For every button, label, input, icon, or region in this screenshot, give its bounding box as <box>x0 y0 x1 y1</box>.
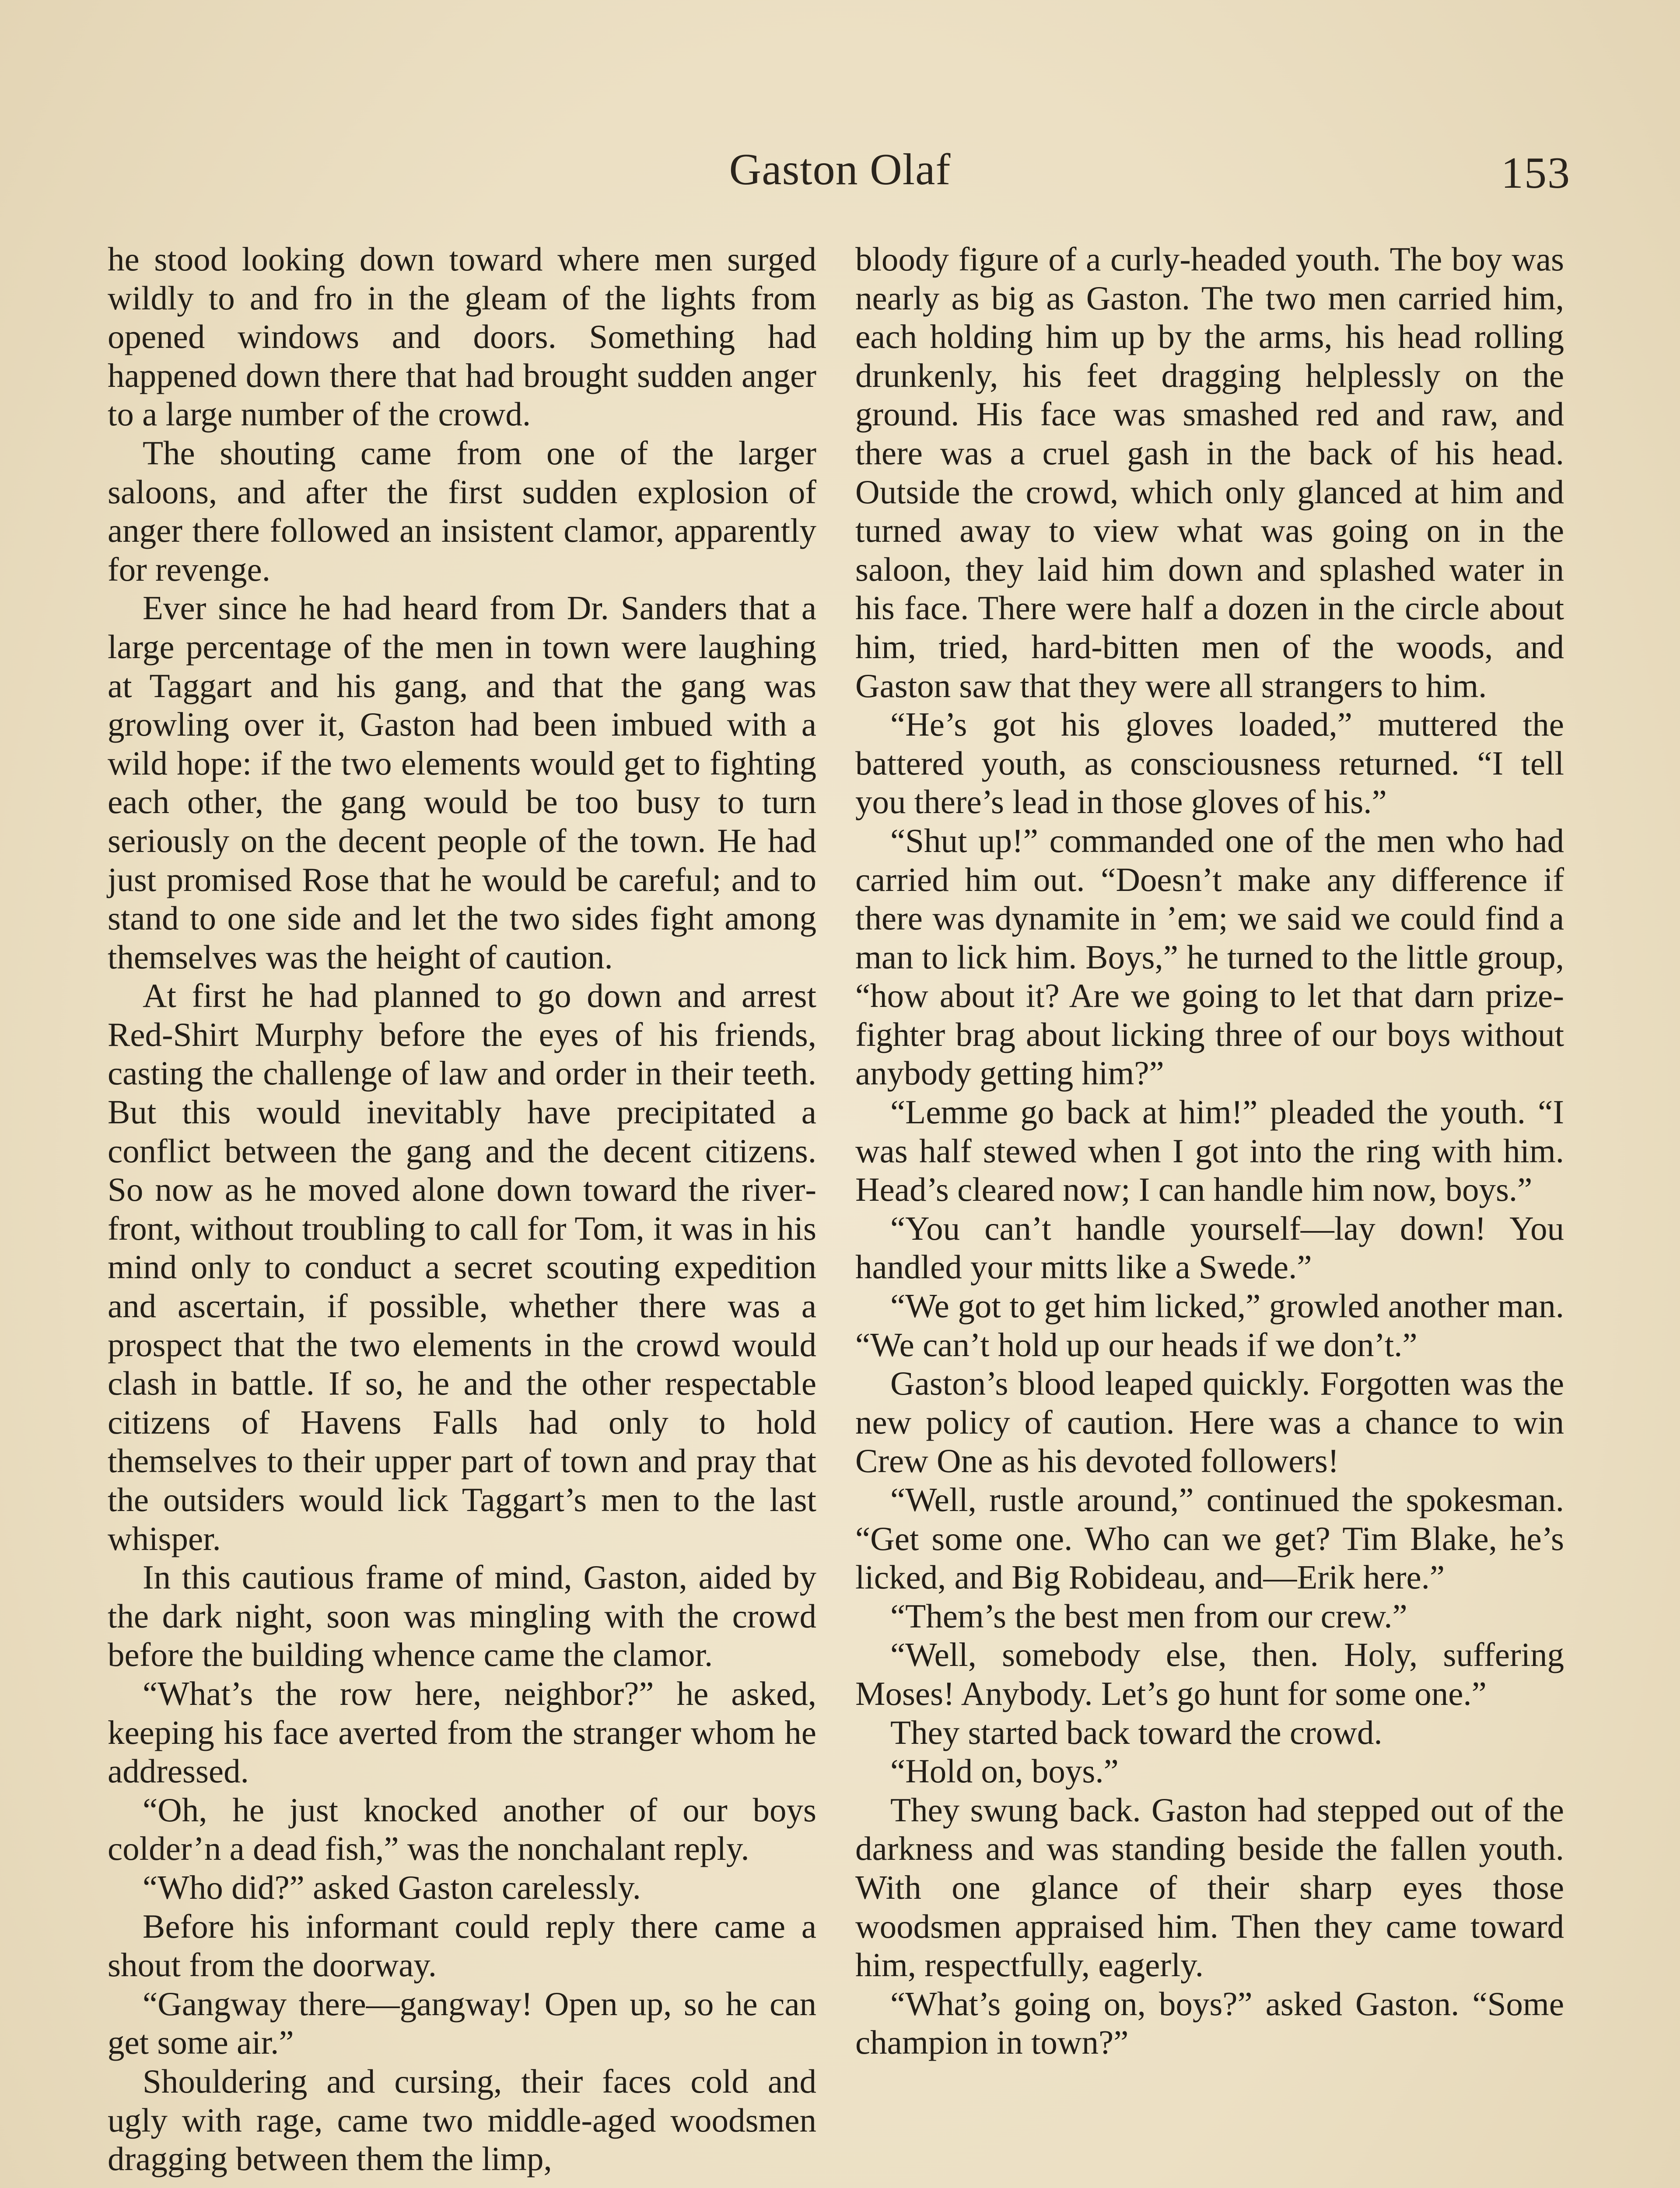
paragraph: At first he had planned to go down and arrest Red-Shirt Murphy before the eyes of his friends, casting the challenge of law and order in their teeth. But this would inevitably have precipitated a conflict between the gang and the decent citizens. So now as he moved alone down toward the riverfront, without troubling to call for Tom, it was in his mind only to conduct a secret scouting expedition and ascertain, if possible, whether there was a prospect that the two elements in the crowd would clash in battle. If so, he and the other respectable citizens of Havens Falls had only to hold themselves to their upper part of town and pray that the outsiders would lick Taggart’s men to the last whisper. <box>108 977 816 1557</box>
paragraph: “Well, somebody else, then. Holy, suffering Moses! Anybody. Let’s go hunt for some one.” <box>855 1636 1564 1712</box>
paragraph: “Oh, he just knocked another of our boys colder’n a dead fish,” was the nonchalant reply. <box>108 1791 816 1868</box>
left-column <box>108 240 816 2188</box>
paragraph: “You can’t handle yourself—lay down! You handled your mitts like a Swede.” <box>855 1209 1564 1286</box>
paragraph: “Well, rustle around,” continued the spokesman. “Get some one. Who can we get? Tim Blake, he’s licked, and Big Robideau, and—Erik here.” <box>855 1481 1564 1596</box>
paragraph: In this cautious frame of mind, Gaston, aided by the dark night, soon was mingling with the crowd before the building whence came the clamor. <box>108 1558 816 1674</box>
paragraph: “Who did?” asked Gaston carelessly. <box>143 1868 641 1906</box>
paragraph: bloody figure of a curly-headed youth. The boy was nearly as big as Gaston. The two men carried him, each holding him up by the arms, his head rolling drunkenly, his feet dragging helplessly on the ground. His face was smashed red and raw, and there was a cruel gash in the back of his head. Outside the crowd, which only glanced at him and turned away to view what was going on in the saloon, they laid him down and splashed water in his face. There were half a dozen in the circle about him, tried, hard-bitten men of the woods, and Gaston saw that they were all strangers to him. <box>855 240 1564 705</box>
paragraph: “Them’s the best men from our crew.” <box>890 1597 1407 1635</box>
paragraph: “Shut up!” commanded one of the men who had carried him out. “Doesn’t make any difference if there was dynamite in ’em; we said we could find a man to lick him. Boys,” he turned to the little group, “how about it? Are we going to let that darn prize-fighter brag about licking three of our boys without anybody getting him?” <box>855 821 1564 1092</box>
paragraph: The shouting came from one of the larger saloons, and after the first sudden explosion of anger there followed an insistent clamor, apparently for revenge. <box>108 434 816 588</box>
paragraph: Ever since he had heard from Dr. Sanders that a large percentage of the men in town were laughing at Taggart and his gang, and that the gang was growling over it, Gaston had been imbued with a wild hope: if the two elements would get to fighting each other, the gang would be too busy to turn seriously on the decent people of the town. He had just promised Rose that he would be careful; and to stand to one side and let the two sides fight among themselves was the height of caution. <box>108 589 816 976</box>
running-head <box>109 139 1571 200</box>
paragraph: “Gangway there—gangway! Open up, so he can get some air.” <box>108 1985 816 2062</box>
paragraph: Before his informant could reply there came a shout from the doorway. <box>108 1907 816 1984</box>
paragraph: “He’s got his gloves loaded,” muttered the battered youth, as consciousness returned. “I tell you there’s lead in those gloves of his.” <box>855 705 1564 821</box>
page-number: 153 <box>1501 148 1571 198</box>
paragraph: “What’s the row here, neighbor?” he asked, keeping his face averted from the stranger whom he addressed. <box>108 1674 816 1790</box>
right-column <box>855 240 1564 2188</box>
paragraph: They swung back. Gaston had stepped out of the darkness and was standing beside the fallen youth. With one glance of their sharp eyes those woodsmen appraised him. Then they came toward him, respectfully, eagerly. <box>855 1791 1564 1984</box>
paragraph: Shouldering and cursing, their faces cold and ugly with rage, came two middle-aged woodsmen dragging between them the limp, <box>108 2062 816 2178</box>
paragraph: “Hold on, boys.” <box>890 1752 1119 1790</box>
page-title: Gaston Olaf <box>729 145 951 194</box>
paragraph: Gaston’s blood leaped quickly. Forgotten was the new policy of caution. Here was a chance to win Crew One as his devoted followers! <box>855 1364 1564 1480</box>
paragraph: “What’s going on, boys?” asked Gaston. “Some champion in town?” <box>855 1985 1564 2062</box>
paragraph: “Lemme go back at him!” pleaded the youth. “I was half stewed when I got into the ring with him. Head’s cleared now; I can handle him now, boys.” <box>855 1093 1564 1209</box>
paragraph: They started back toward the crowd. <box>890 1713 1382 1751</box>
paragraph: he stood looking down toward where men surged wildly to and fro in the gleam of the lights from opened windows and doors. Something had happened down there that had brought sudden anger to a large number of the crowd. <box>108 240 816 433</box>
paragraph: “We got to get him licked,” growled another man. “We can’t hold up our heads if we don’t.” <box>855 1287 1564 1364</box>
